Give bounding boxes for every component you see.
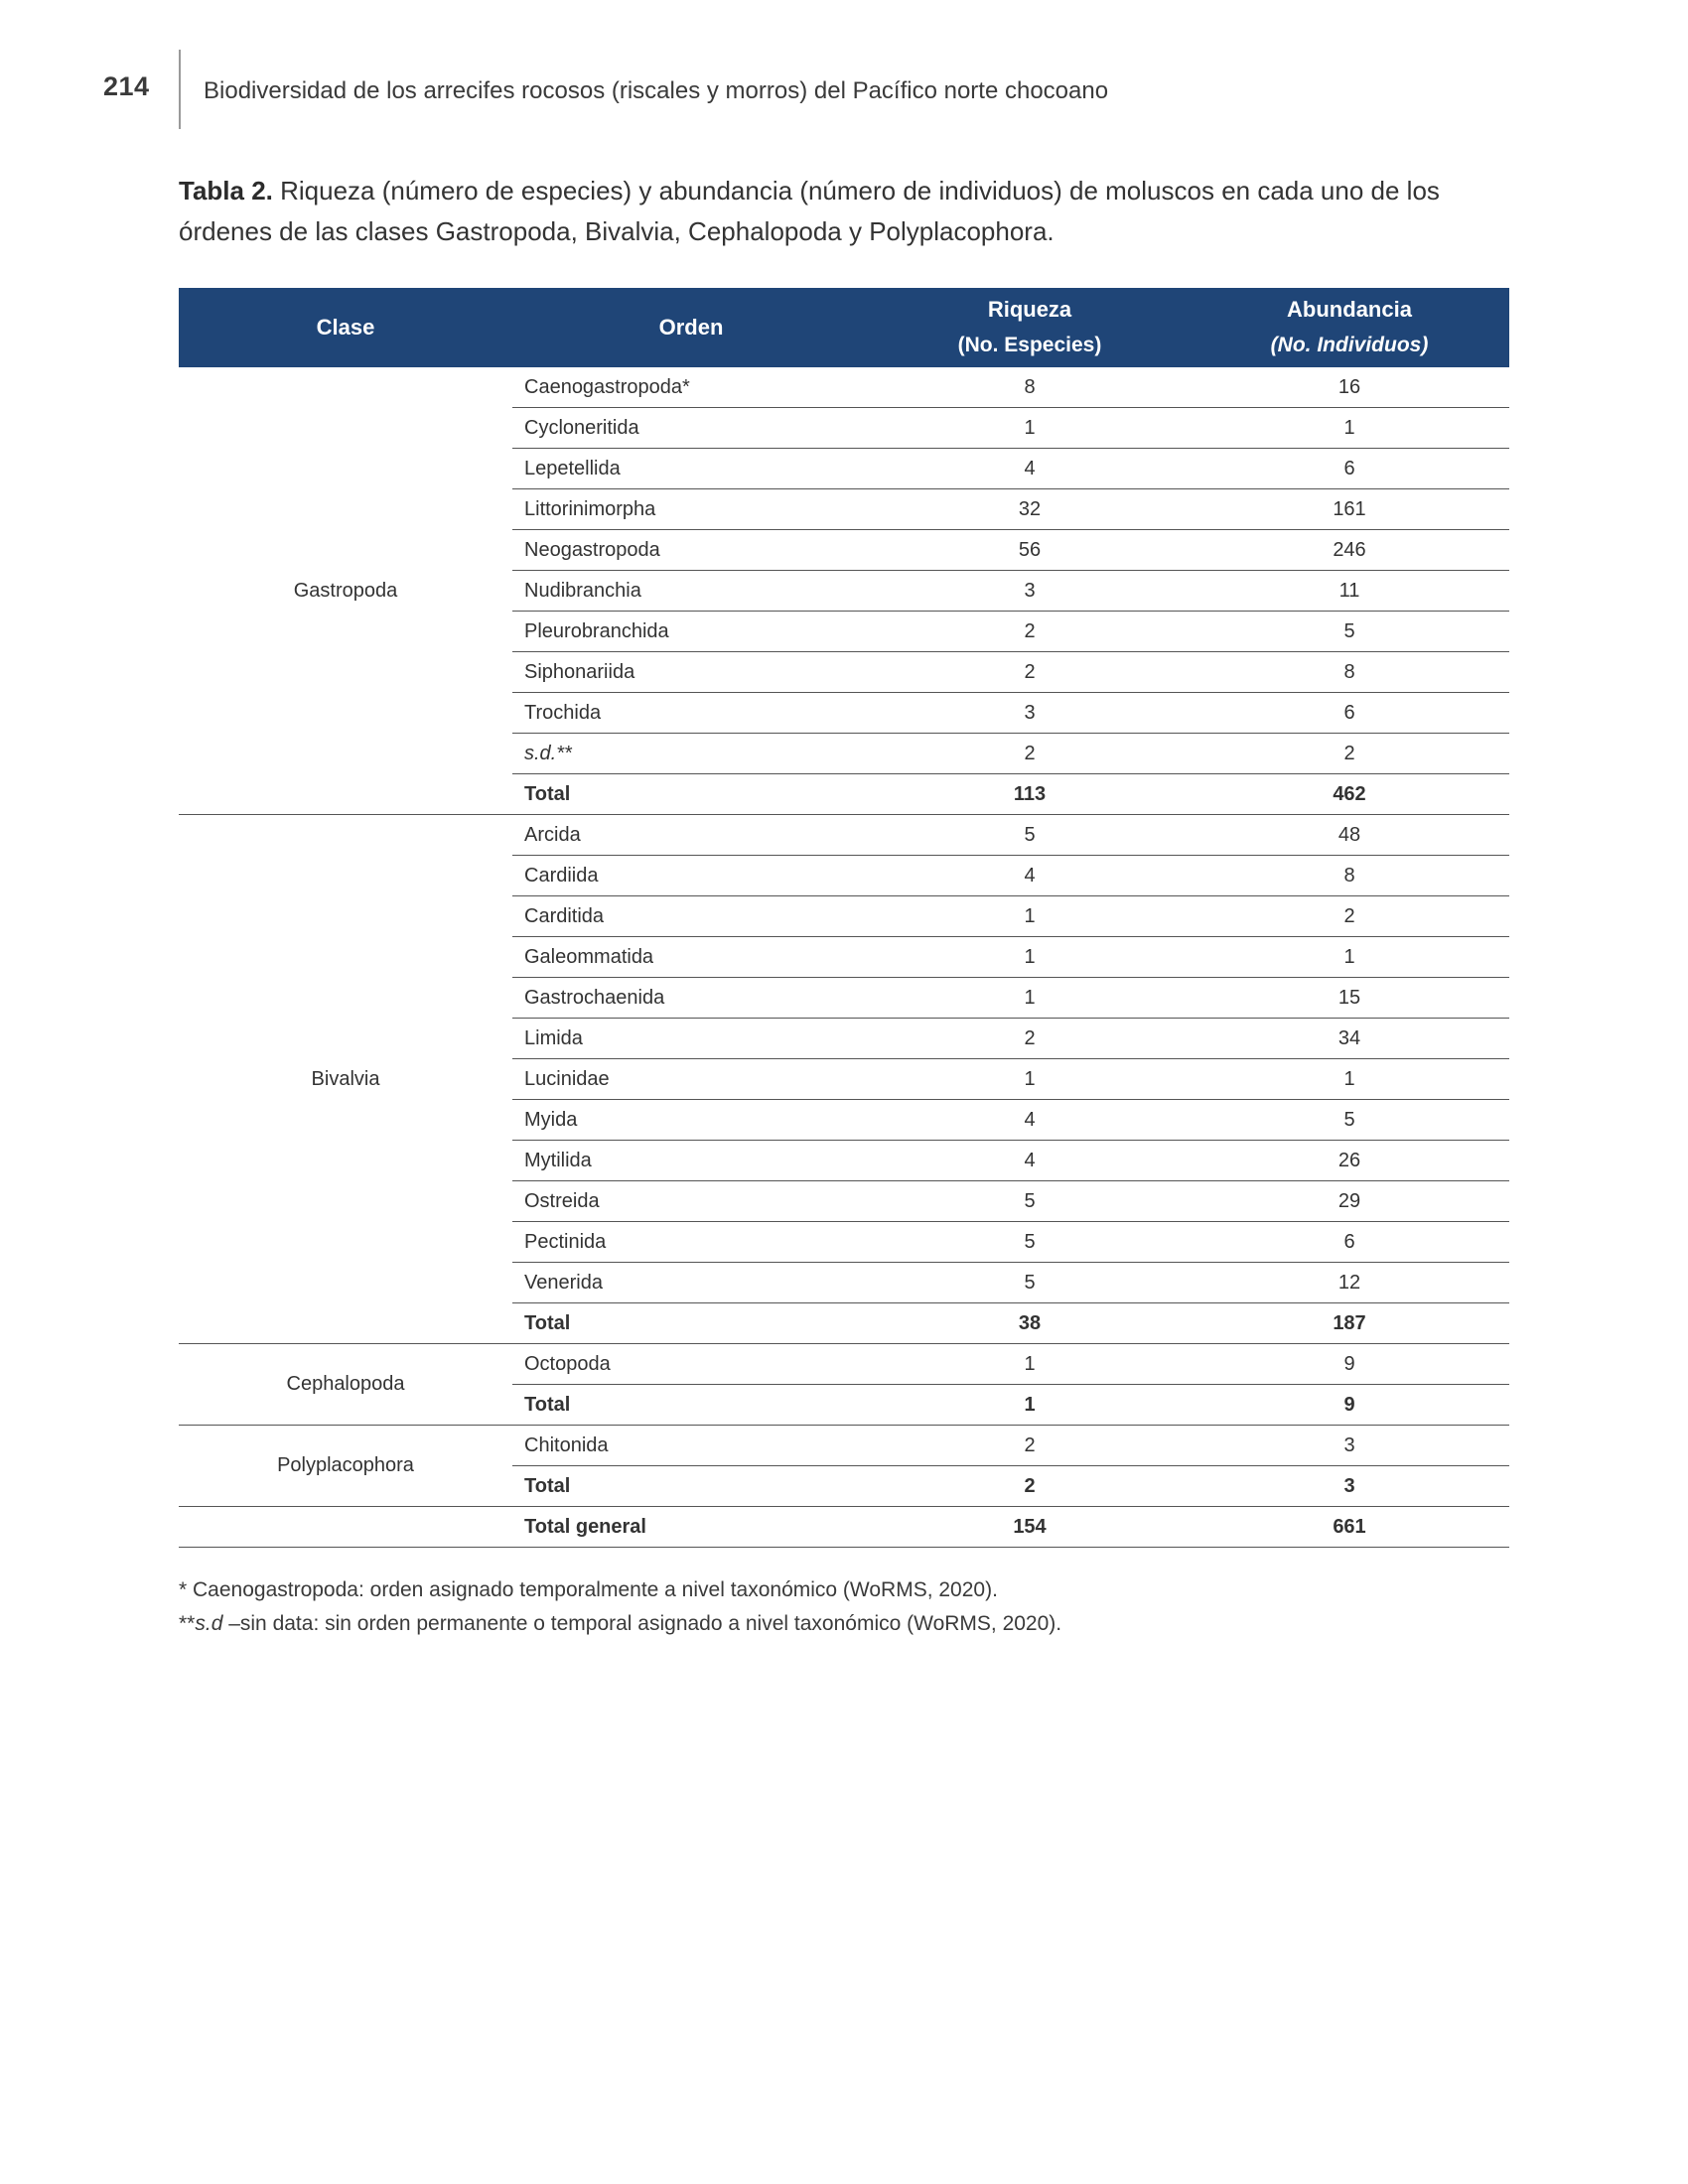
cell-riqueza: 5	[870, 815, 1190, 856]
cell-riqueza: 1	[870, 1059, 1190, 1100]
cell-abundancia: 3	[1190, 1466, 1509, 1507]
cell-empty	[179, 1507, 512, 1548]
cell-orden: Carditida	[512, 896, 870, 937]
cell-orden: Neogastropoda	[512, 530, 870, 571]
cell-riqueza: 5	[870, 1263, 1190, 1303]
cell-riqueza: 1	[870, 896, 1190, 937]
cell-riqueza: 2	[870, 652, 1190, 693]
cell-orden: Octopoda	[512, 1344, 870, 1385]
cell-orden: s.d.**	[512, 734, 870, 774]
cell-clase: Gastropoda	[179, 367, 512, 815]
cell-abundancia: 9	[1190, 1344, 1509, 1385]
cell-riqueza: 1	[870, 978, 1190, 1019]
cell-orden: Pectinida	[512, 1222, 870, 1263]
cell-abundancia: 3	[1190, 1426, 1509, 1466]
header-riqueza-label: Riqueza	[987, 297, 1072, 322]
cell-orden: Total	[512, 1466, 870, 1507]
table-header	[179, 288, 1509, 367]
cell-abundancia: 48	[1190, 815, 1509, 856]
cell-orden: Cardiida	[512, 856, 870, 896]
cell-orden: Chitonida	[512, 1426, 870, 1466]
header-abundancia-label: Abundancia	[1287, 297, 1412, 322]
cell-orden: Total	[512, 774, 870, 815]
cell-orden: Limida	[512, 1019, 870, 1059]
table-row	[179, 1344, 1509, 1385]
page-header	[0, 0, 1688, 129]
cell-abundancia: 2	[1190, 734, 1509, 774]
cell-orden: Ostreida	[512, 1181, 870, 1222]
cell-riqueza: 38	[870, 1303, 1190, 1344]
cell-riqueza: 2	[870, 1466, 1190, 1507]
header-divider	[179, 50, 181, 129]
mollusc-table	[179, 288, 1509, 1548]
cell-abundancia: 6	[1190, 1222, 1509, 1263]
table-row	[179, 1426, 1509, 1466]
caption-label: Tabla 2.	[179, 176, 273, 205]
page-number: 214	[103, 71, 150, 101]
cell-abundancia: 6	[1190, 449, 1509, 489]
cell-orden: Trochida	[512, 693, 870, 734]
cell-orden: Total general	[512, 1507, 870, 1548]
cell-abundancia: 5	[1190, 612, 1509, 652]
table-caption	[179, 171, 1509, 252]
cell-orden: Total	[512, 1385, 870, 1426]
footnote-2	[179, 1607, 1509, 1641]
cell-abundancia: 1	[1190, 937, 1509, 978]
grand-total-row	[179, 1507, 1509, 1548]
header-abundancia-sub: (No. Individuos)	[1270, 334, 1429, 356]
cell-riqueza: 1	[870, 408, 1190, 449]
cell-riqueza: 4	[870, 449, 1190, 489]
table-body	[179, 367, 1509, 1548]
cell-abundancia: 15	[1190, 978, 1509, 1019]
footnotes	[179, 1573, 1509, 1641]
table-row	[179, 367, 1509, 408]
cell-orden: Pleurobranchida	[512, 612, 870, 652]
cell-riqueza: 56	[870, 530, 1190, 571]
cell-abundancia: 8	[1190, 856, 1509, 896]
cell-orden: Lucinidae	[512, 1059, 870, 1100]
cell-clase: Bivalvia	[179, 815, 512, 1344]
footnote-2-abbr: s.d	[195, 1612, 223, 1635]
cell-riqueza: 3	[870, 693, 1190, 734]
cell-riqueza: 1	[870, 1385, 1190, 1426]
cell-orden: Siphonariida	[512, 652, 870, 693]
cell-abundancia: 246	[1190, 530, 1509, 571]
cell-riqueza: 1	[870, 937, 1190, 978]
cell-abundancia: 161	[1190, 489, 1509, 530]
cell-riqueza: 2	[870, 734, 1190, 774]
cell-riqueza: 4	[870, 856, 1190, 896]
footnote-2-text: –sin data: sin orden permanente o temporal asignado a nivel taxonómico (WoRMS, 2020).	[222, 1612, 1062, 1635]
cell-riqueza: 5	[870, 1181, 1190, 1222]
cell-orden: Arcida	[512, 815, 870, 856]
cell-riqueza: 4	[870, 1141, 1190, 1181]
cell-orden: Lepetellida	[512, 449, 870, 489]
cell-abundancia: 187	[1190, 1303, 1509, 1344]
cell-orden: Mytilida	[512, 1141, 870, 1181]
cell-abundancia: 9	[1190, 1385, 1509, 1426]
cell-riqueza: 113	[870, 774, 1190, 815]
cell-riqueza: 5	[870, 1222, 1190, 1263]
header-orden: Orden	[512, 288, 870, 367]
cell-orden: Caenogastropoda*	[512, 367, 870, 408]
cell-riqueza: 2	[870, 1019, 1190, 1059]
cell-abundancia: 2	[1190, 896, 1509, 937]
cell-riqueza: 32	[870, 489, 1190, 530]
footnote-1: * Caenogastropoda: orden asignado temporalmente a nivel taxonómico (WoRMS, 2020).	[179, 1578, 998, 1601]
cell-abundancia: 11	[1190, 571, 1509, 612]
running-title: Biodiversidad de los arrecifes rocosos (riscales y morros) del Pacífico norte chocoano	[204, 77, 1109, 104]
cell-orden: Littorinimorpha	[512, 489, 870, 530]
cell-abundancia: 661	[1190, 1507, 1509, 1548]
cell-orden: Gastrochaenida	[512, 978, 870, 1019]
cell-abundancia: 26	[1190, 1141, 1509, 1181]
cell-orden: Myida	[512, 1100, 870, 1141]
cell-riqueza: 8	[870, 367, 1190, 408]
header-riqueza-sub: (No. Especies)	[957, 334, 1102, 356]
cell-clase: Polyplacophora	[179, 1426, 512, 1507]
cell-orden: Venerida	[512, 1263, 870, 1303]
header-clase: Clase	[179, 288, 512, 367]
header-abundancia	[1190, 288, 1509, 367]
cell-riqueza: 2	[870, 1426, 1190, 1466]
cell-riqueza: 4	[870, 1100, 1190, 1141]
cell-riqueza: 2	[870, 612, 1190, 652]
cell-orden: Cycloneritida	[512, 408, 870, 449]
cell-abundancia: 1	[1190, 1059, 1509, 1100]
header-riqueza	[870, 288, 1190, 367]
cell-riqueza: 154	[870, 1507, 1190, 1548]
cell-orden: Nudibranchia	[512, 571, 870, 612]
cell-riqueza: 3	[870, 571, 1190, 612]
footnote-2-marker: **	[179, 1612, 196, 1635]
cell-abundancia: 462	[1190, 774, 1509, 815]
cell-abundancia: 16	[1190, 367, 1509, 408]
cell-abundancia: 34	[1190, 1019, 1509, 1059]
table-row	[179, 815, 1509, 856]
cell-abundancia: 8	[1190, 652, 1509, 693]
cell-orden: Galeommatida	[512, 937, 870, 978]
cell-abundancia: 29	[1190, 1181, 1509, 1222]
cell-riqueza: 1	[870, 1344, 1190, 1385]
cell-abundancia: 5	[1190, 1100, 1509, 1141]
cell-clase: Cephalopoda	[179, 1344, 512, 1426]
cell-abundancia: 1	[1190, 408, 1509, 449]
cell-abundancia: 12	[1190, 1263, 1509, 1303]
cell-orden: Total	[512, 1303, 870, 1344]
cell-abundancia: 6	[1190, 693, 1509, 734]
caption-text: Riqueza (número de especies) y abundancia (número de individuos) de moluscos en cada uno de los órdenes de las clases Gastropoda, Bivalvia, Cephalopoda y Polyplacophora.	[179, 176, 1440, 246]
